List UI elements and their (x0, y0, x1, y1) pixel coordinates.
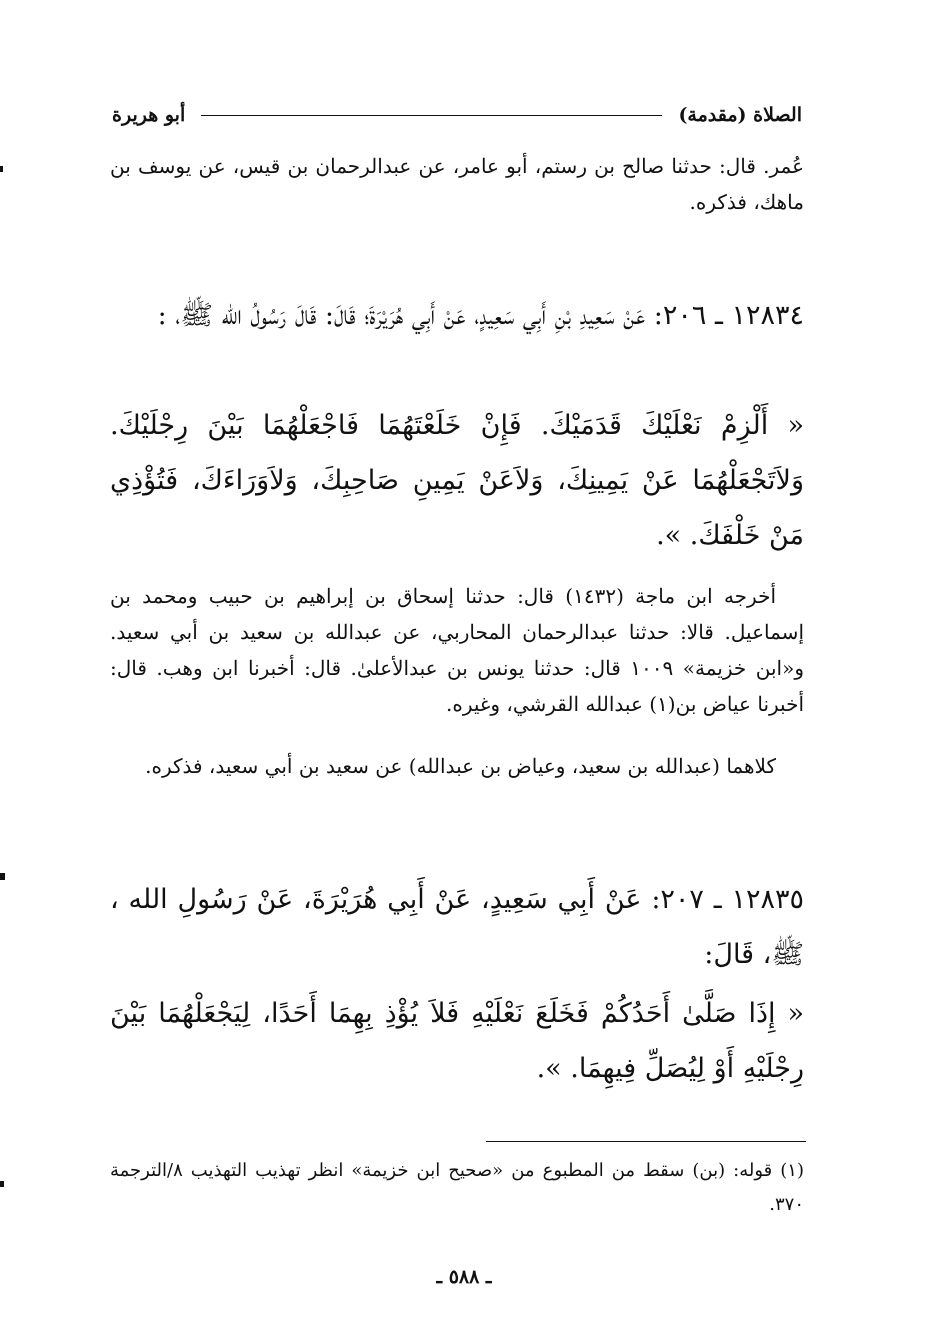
hadith-12835-heading: ١٢٨٣٥ ـ ٢٠٧: عَنْ أَبِي سَعِيدٍ، عَنْ أَبِي هُرَيْرَةَ، عَنْ رَسُولِ الله ، ﷺ، قَالَ: (110, 884, 804, 970)
hadith-12835-text: « إِذَا صَلَّىٰ أَحَدُكُمْ فَخَلَعَ نَعْلَيْهِ فَلاَ يُؤْذِ بِهِمَا أَحَدًا، لِيَجْعَلْهُمَا بَيْنَ رِجْلَيْهِ أَوْ لِيُصَلِّ فِيهِمَا. ». (110, 998, 804, 1084)
footnote: (١) قوله: (بن) سقط من المطبوع من «صحيح ابن خزيمة» انظر تهذيب التهذيب ٨/الترجمة ٣٧٠. (110, 1160, 804, 1215)
footnote-rule (486, 1141, 806, 1142)
header-rule (201, 115, 662, 116)
hadith-12834-text: « أَلْزِمْ نَعْلَيْكَ قَدَمَيْكَ. فَإِنْ خَلَعْتَهُمَا فَاجْعَلْهُمَا بَيْنَ رِجْلَيْكَ. وَلاَتَجْعَلْهُمَا عَنْ يَمِينِكَ، وَلاَعَنْ يَمِينِ صَاحِبِكَ، وَلاَوَرَاءَكَ، فَتُؤْذِي مَنْ خَلْفَكَ. ». (110, 410, 804, 551)
hadith-12834-heading: ١٢٨٣٤ ـ ٢٠٦: عَنْ سَعِيدِ بْنِ أَبِي سَعِيدٍ، عَنْ أَبِي هُرَيْرَةَ؛ قَالَ: قَالَ رَسُولُ الله ﷺ، : (157, 300, 804, 331)
page-number: ـ ٥٨٨ ـ (436, 1266, 492, 1288)
isnad-continuation: عُمر. قال: حدثنا صالح بن رستم، أبو عامر، عن عبدالرحمان بن قيس، عن يوسف بن ماهك، فذكره. (110, 154, 804, 214)
margin-mark (0, 1181, 4, 1187)
running-header (112, 98, 802, 132)
takhrij-summary: كلاهما (عبدالله بن سعيد، وعياض بن عبدالله) عن سعيد بن أبي سعيد، فذكره. (145, 754, 776, 778)
takhrij-paragraph: أخرجه ابن ماجة (١٤٣٢) قال: حدثنا إسحاق بن إبراهيم بن حبيب ومحمد بن إسماعيل. قالا: حدثنا عبدالرحمان المحاربي، عن عبدالله بن سعيد بن أبي سعيد. و«ابن خزيمة» ١٠٠٩ قال: حدثنا يونس بن عبدالأعلىٰ. قال: أخبرنا ابن وهب. قال: أخبرنا عياض بن(١) عبدالله القرشي، وغيره. (110, 584, 804, 716)
narrator-title: أبو هريرة (112, 104, 186, 126)
margin-mark (0, 166, 3, 172)
chapter-title: الصلاة (مقدمة) (678, 104, 802, 126)
margin-mark (0, 873, 5, 880)
